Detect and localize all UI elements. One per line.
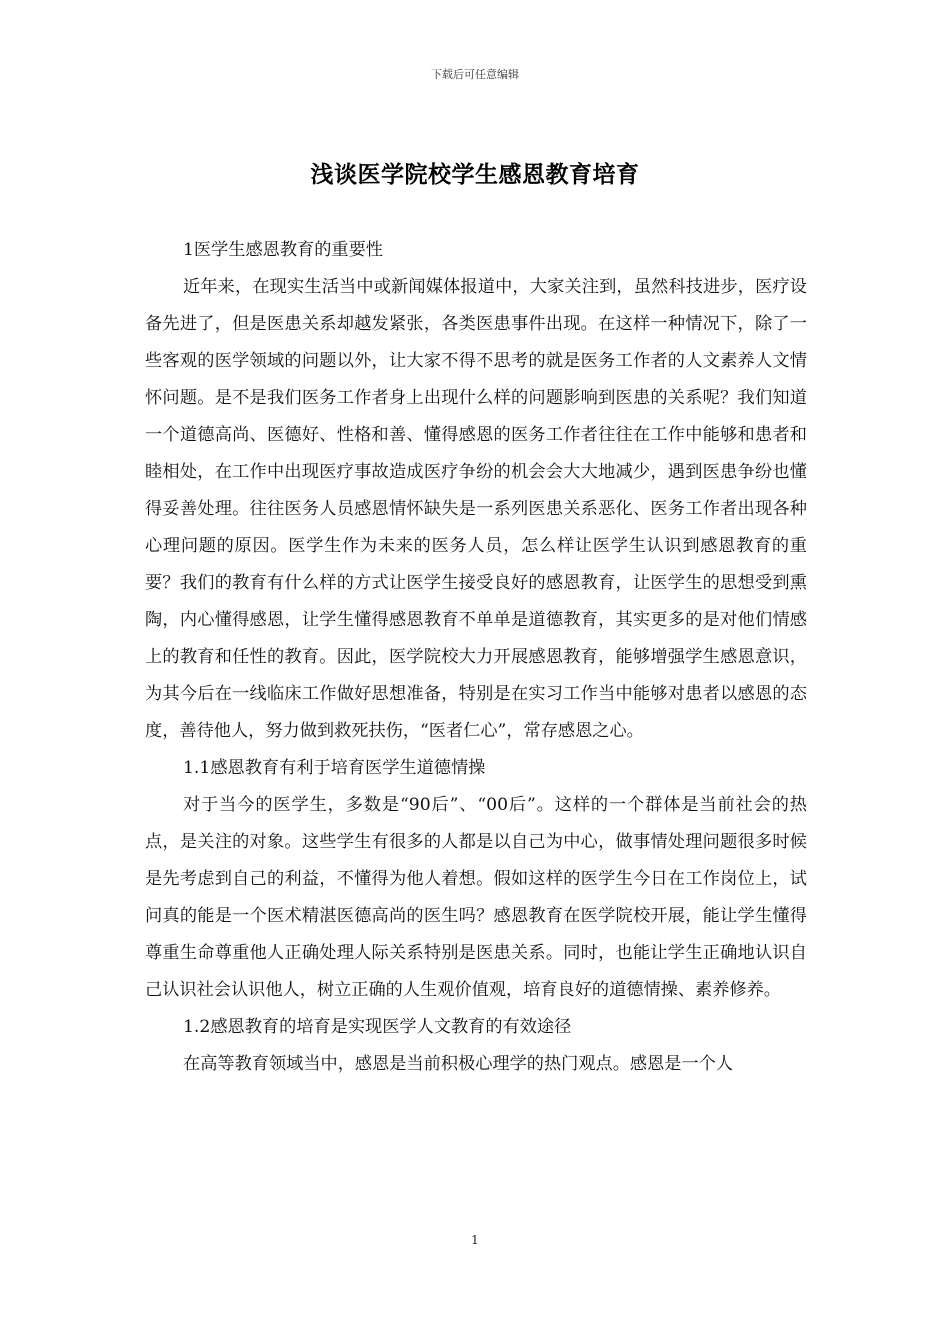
- page-title: 浅谈医学院校学生感恩教育培育: [310, 161, 640, 188]
- document-body: [145, 232, 807, 1083]
- section-heading-1-1: 1.1感恩教育有利于培育医学生道德情操: [183, 758, 486, 778]
- page-number: 1: [471, 1233, 479, 1247]
- paragraph-3: 在高等教育领域当中，感恩是当前积极心理学的热门观点。感恩是一个人: [183, 1054, 734, 1074]
- paragraph-2: 对于当今的医学生，多数是“90后”、“00后”。这样的一个群体是当前社会的热点，是关注的对象。这些学生有很多的人都是以自己为中心，做事情处理问题很多时候是先考虑到自己的利益，不懂得为他人着想。假如这样的医学生今日在工作岗位上，试问真的能是一个医术精湛医德高尚的医生吗？感恩教育在医学院校开展，能让学生懂得尊重生命尊重他人正确处理人际关系特别是医患关系。同时，也能让学生正确地认识自己认识社会认识他人，树立正确的人生观价值观，培育良好的道德情操、素养修养。: [145, 795, 807, 1000]
- section-heading-1: 1医学生感恩教育的重要性: [183, 240, 383, 260]
- header-note: 下载后可任意编辑: [431, 68, 519, 81]
- section-heading-1-2: 1.2感恩教育的培育是实现医学人文教育的有效途径: [183, 1017, 572, 1037]
- paragraph-1: 近年来，在现实生活当中或新闻媒体报道中，大家关注到，虽然科技进步，医疗设备先进了，但是医患关系却越发紧张，各类医患事件出现。在这样一种情况下，除了一些客观的医学领域的问题以外，让大家不得不思考的就是医务工作者的人文素养人文情怀问题。是不是我们医务工作者身上出现什么样的问题影响到医患的关系呢？我们知道一个道德高尚、医德好、性格和善、懂得感恩的医务工作者往往在工作中能够和患者和睦相处，在工作中出现医疗事故造成医疗争纷的机会会大大地减少，遇到医患争纷也懂得妥善处理。往往医务人员感恩情怀缺失是一系列医患关系恶化、医务工作者出现各种心理问题的原因。医学生作为未来的医务人员，怎么样让医学生认识到感恩教育的重要？我们的教育有什么样的方式让医学生接受良好的感恩教育，让医学生的思想受到熏陶，内心懂得感恩，让学生懂得感恩教育不单单是道德教育，其实更多的是对他们情感上的教育和任性的教育。因此，医学院校大力开展感恩教育，能够增强学生感恩意识，为其今后在一线临床工作做好思想准备，特别是在实习工作当中能够对患者以感恩的态度，善待他人，努力做到救死扶伤，“医者仁心”，常存感恩之心。: [145, 277, 807, 741]
